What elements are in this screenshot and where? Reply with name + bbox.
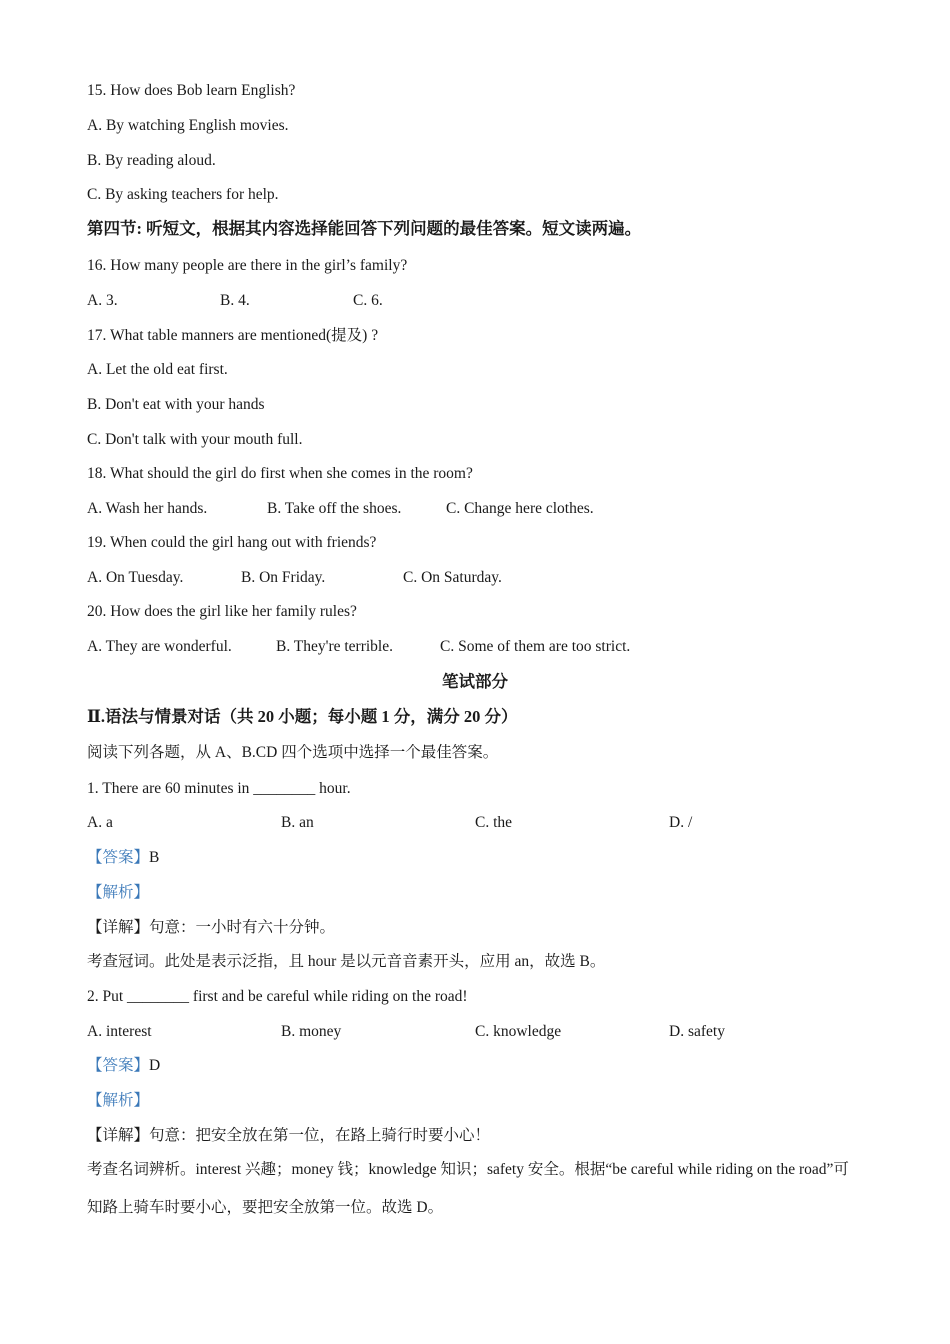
q16-option-b: B. 4.: [220, 292, 250, 309]
wq2-option-c: C. knowledge: [475, 1023, 562, 1040]
section-4-heading: 第四节: 听短文，根据其内容选择能回答下列问题的最佳答案。短文读两遍。: [87, 219, 642, 238]
q20-option-c: C. Some of them are too strict.: [440, 638, 631, 655]
section-ii-heading: Ⅱ.语法与情景对话（共 20 小题；每小题 1 分，满分 20 分）: [87, 707, 518, 726]
q19-option-a: A. On Tuesday.: [87, 569, 184, 586]
wq1-answer: [87, 848, 159, 868]
q17-option-b: B. Don't eat with your hands: [87, 396, 265, 413]
wq1-option-b: B. an: [281, 814, 314, 831]
q20-option-b: B. They're terrible.: [276, 638, 393, 655]
q16-option-c: C. 6.: [353, 292, 383, 309]
wq1-option-c: C. the: [475, 814, 513, 831]
q18-option-c: C. Change here clothes.: [446, 500, 594, 517]
question-18: 18. What should the girl do first when she comes in the room?: [87, 465, 473, 482]
q17-option-c: C. Don't talk with your mouth full.: [87, 431, 303, 448]
wq2-analysis-tag: 【解析】: [87, 1092, 150, 1109]
question-19: 19. When could the girl hang out with friends?: [87, 534, 377, 551]
written-question-2: 2. Put ________ first and be careful while riding on the road!: [87, 988, 468, 1005]
wq2-option-a: A. interest: [87, 1023, 152, 1040]
wq1-explanation: 考查冠词。此处是表示泛指，且 hour 是以元音音素开头，应用 an，故选 B。: [87, 953, 606, 970]
wq1-answer-tag: 【答案】: [87, 849, 150, 866]
wq2-option-b: B. money: [281, 1023, 342, 1040]
wq2-answer: [87, 1056, 160, 1076]
question-16: 16. How many people are there in the girl’s family?: [87, 257, 408, 274]
wq1-answer-value: B: [149, 849, 160, 866]
q19-option-c: C. On Saturday.: [403, 569, 502, 586]
q16-option-a: A. 3.: [87, 292, 118, 309]
q18-option-a: A. Wash her hands.: [87, 500, 208, 517]
wq1-analysis-tag: 【解析】: [87, 884, 150, 901]
q15-option-a: A. By watching English movies.: [87, 117, 289, 134]
wq2-detail: 【详解】句意：把安全放在第一位，在路上骑行时要小心！: [87, 1127, 491, 1144]
q20-option-a: A. They are wonderful.: [87, 638, 232, 655]
question-20: 20. How does the girl like her family rules?: [87, 603, 357, 620]
wq1-option-a: A. a: [87, 814, 113, 831]
wq2-explanation: 考查名词辨析。interest 兴趣；money 钱；knowledge 知识；safety 安全。根据“be careful while riding on the road”可知路上骑车时要小心，要把安全放第一位。故选 D。: [87, 1161, 849, 1216]
wq1-option-d: D. /: [669, 814, 693, 831]
question-15: 15. How does Bob learn English?: [87, 82, 296, 99]
q19-option-b: B. On Friday.: [241, 569, 326, 586]
q15-option-b: B. By reading aloud.: [87, 152, 216, 169]
wq1-detail: 【详解】句意：一小时有六十分钟。: [87, 919, 336, 936]
wq2-option-d: D. safety: [669, 1023, 725, 1040]
wq2-answer-value: D: [149, 1057, 161, 1074]
q17-option-a: A. Let the old eat first.: [87, 361, 228, 378]
wq2-answer-tag: 【答案】: [87, 1057, 150, 1074]
q15-option-c: C. By asking teachers for help.: [87, 186, 279, 203]
q18-option-b: B. Take off the shoes.: [267, 500, 402, 517]
instruction: 阅读下列各题，从 A、B.CD 四个选项中选择一个最佳答案。: [87, 744, 499, 761]
question-17: 17. What table manners are mentioned(提及) ?: [87, 327, 379, 344]
written-question-1: 1. There are 60 minutes in ________ hour.: [87, 780, 351, 797]
written-part-title: 笔试部分: [442, 672, 508, 691]
